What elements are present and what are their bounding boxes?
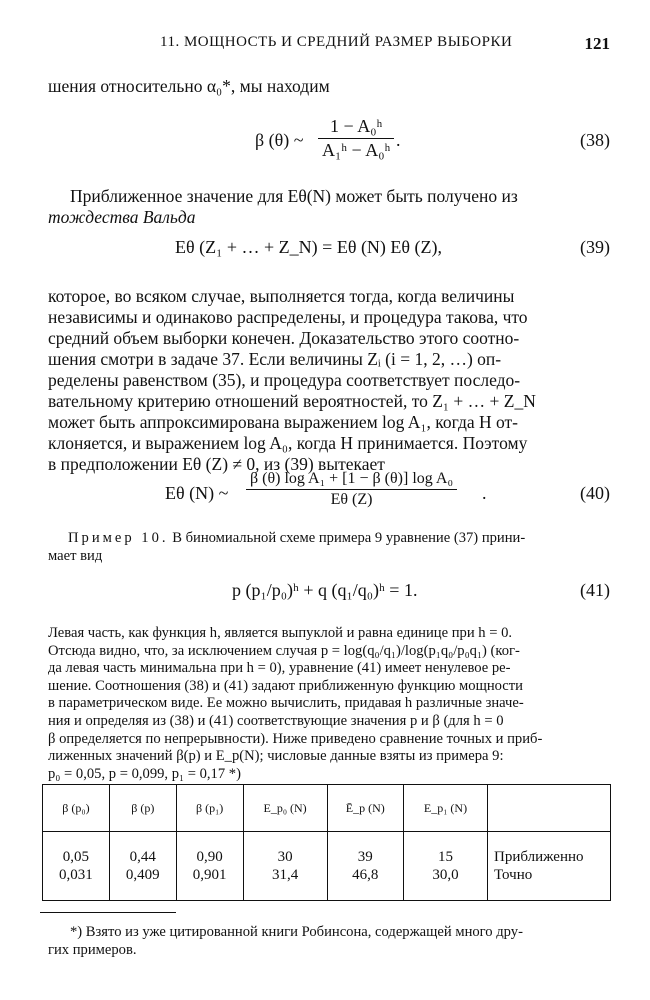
cell-value: 0,409 xyxy=(125,867,160,883)
example-paragraph xyxy=(48,530,608,565)
footnote-line: *) Взято из уже цитированной книги Робинсона, содержащей много дру- xyxy=(70,924,523,940)
eq40-number: (40) xyxy=(580,483,610,503)
example-lead: Пример 10. xyxy=(68,530,169,546)
page-number: 121 xyxy=(584,34,610,53)
example-line-2: мает вид xyxy=(48,547,103,564)
table-cell xyxy=(243,832,327,901)
discussion-line: Левая часть, как функция h, является выпуклой и равна единице при h = 0. xyxy=(48,625,513,641)
cell-value: 0,031 xyxy=(59,867,93,883)
cell-value: 0,90 xyxy=(196,849,223,865)
table-header-cell: Ē_p (N) xyxy=(327,785,403,832)
discussion-line: β определяется по непрерывности). Ниже приведено сравнение точных и приб- xyxy=(48,730,543,747)
main-line: шения смотри в задаче 37. Если величины Zᵢ (i = 1, 2, …) оп- xyxy=(48,349,502,369)
example-line-1 xyxy=(48,530,608,548)
cell-value: 39 xyxy=(357,849,373,865)
table-cell xyxy=(176,832,243,901)
eq41-body: p (p₁/p₀)ʰ + q (q₁/q₀)ʰ = 1. xyxy=(232,580,418,600)
example-text: В биномиальной схеме примера 9 уравнение (37) прини- xyxy=(172,530,526,546)
cell-value: 31,4 xyxy=(271,867,299,883)
discussion-line: Отсюда видно, что, за исключением случая p = log(q₀/q₁)/log(p₁q₀/p₀q₁) (ког- xyxy=(48,642,520,659)
row-label: Приближенно xyxy=(494,849,584,865)
eq38-denominator: A₁ʰ − A₀ʰ xyxy=(322,140,391,160)
main-line: в предположении Eθ (Z) ≠ 0, из (39) вытекает xyxy=(48,454,385,474)
eq38-fraction xyxy=(318,116,394,161)
eq41-number: (41) xyxy=(580,580,610,600)
table-header-cell: β (p₀) xyxy=(43,785,110,832)
footnote-line: гих примеров. xyxy=(48,942,137,958)
main-line: ределены равенством (35), и процедура соответствует последо- xyxy=(48,370,521,390)
cell-value: 15 xyxy=(437,849,453,865)
discussion-line: да левая часть минимальна при h = 0), уравнение (41) имеет ненулевое ре- xyxy=(48,660,511,677)
eq40-numerator: β (θ) log A₁ + [1 − β (θ)] log A₀ xyxy=(246,470,457,490)
intro-line: шения относительно α₀*, мы находим xyxy=(48,76,330,96)
table-cell xyxy=(327,832,403,901)
table-header-cell: β (p₁) xyxy=(176,785,243,832)
cell-value: 30 xyxy=(277,849,293,865)
cell-value: 0,05 xyxy=(62,849,90,865)
table-cell xyxy=(488,832,611,901)
eq40-lhs: Eθ (N) ~ xyxy=(165,483,229,503)
wald-line-2: тождества Вальда xyxy=(48,207,196,227)
discussion-line: p₀ = 0,05, p = 0,099, p₁ = 0,17 *) xyxy=(48,765,241,782)
table-header-cell: β (p) xyxy=(109,785,176,832)
discussion-line: ния и определяя из (38) и (41) соответствующие значения p и β (для h = 0 xyxy=(48,712,504,729)
eq38-tail: . xyxy=(396,130,401,150)
table-header-row xyxy=(43,785,611,832)
wald-paragraph xyxy=(48,186,608,228)
wald-line-1: Приближенное значение для Eθ(N) может быть получено из xyxy=(70,186,518,206)
intro-paragraph xyxy=(48,76,608,97)
page-header xyxy=(0,34,650,58)
eq38-number: (38) xyxy=(580,130,610,150)
main-line: вательному критерию отношений вероятностей, то Z₁ + … + Z_N xyxy=(48,391,536,411)
table-cell xyxy=(109,832,176,901)
footnote-rule xyxy=(40,912,176,913)
main-paragraph xyxy=(48,286,608,475)
discussion-line: лиженных значений β(p) и E_p(N); числовые данные взяты из примера 9: xyxy=(48,748,504,765)
discussion-paragraph xyxy=(48,625,608,783)
running-title: 11. МОЩНОСТЬ И СРЕДНИЙ РАЗМЕР ВЫБОРКИ xyxy=(160,34,513,50)
cell-value: 0,901 xyxy=(192,867,227,883)
table-row xyxy=(43,832,611,901)
eq40-denominator: Eθ (Z) xyxy=(330,491,373,508)
row-label: Точно xyxy=(494,867,533,883)
main-line: которое, во всяком случае, выполняется тогда, когда величины xyxy=(48,286,515,306)
main-line: клоняется, и выражением log A₀, когда H принимается. Поэтому xyxy=(48,433,528,453)
main-line: может быть аппроксимирована выражением log A₁, когда H от- xyxy=(48,412,519,432)
discussion-line: в параметрическом виде. Ее можно вычислить, придавая h различные значе- xyxy=(48,695,524,712)
cell-value: 0,44 xyxy=(129,849,156,865)
eq40-tail: . xyxy=(482,483,487,503)
main-line: средний объем выборки конечен. Доказательство этого соотно- xyxy=(48,328,520,348)
cell-value: 30,0 xyxy=(432,867,459,883)
eq39-number: (39) xyxy=(580,237,610,257)
table-header-cell: E_p₁ (N) xyxy=(403,785,487,832)
eq40-fraction xyxy=(246,470,457,509)
eq38-lhs: β (θ) ~ xyxy=(255,130,304,150)
table-cell xyxy=(403,832,487,901)
table-header-cell xyxy=(488,785,611,832)
footnote xyxy=(48,923,610,959)
table-cell xyxy=(43,832,110,901)
eq39-body: Eθ (Z₁ + … + Z_N) = Eθ (N) Eθ (Z), xyxy=(175,237,443,257)
cell-value: 46,8 xyxy=(352,867,379,883)
main-line: независимы и одинаково распределены, и процедура такова, что xyxy=(48,307,528,327)
table-header-cell: E_p₀ (N) xyxy=(243,785,327,832)
discussion-line: шение. Соотношения (38) и (41) задают приближенную функцию мощности xyxy=(48,677,523,694)
eq38-numerator: 1 − A₀ʰ xyxy=(318,116,394,139)
comparison-table xyxy=(42,784,611,901)
